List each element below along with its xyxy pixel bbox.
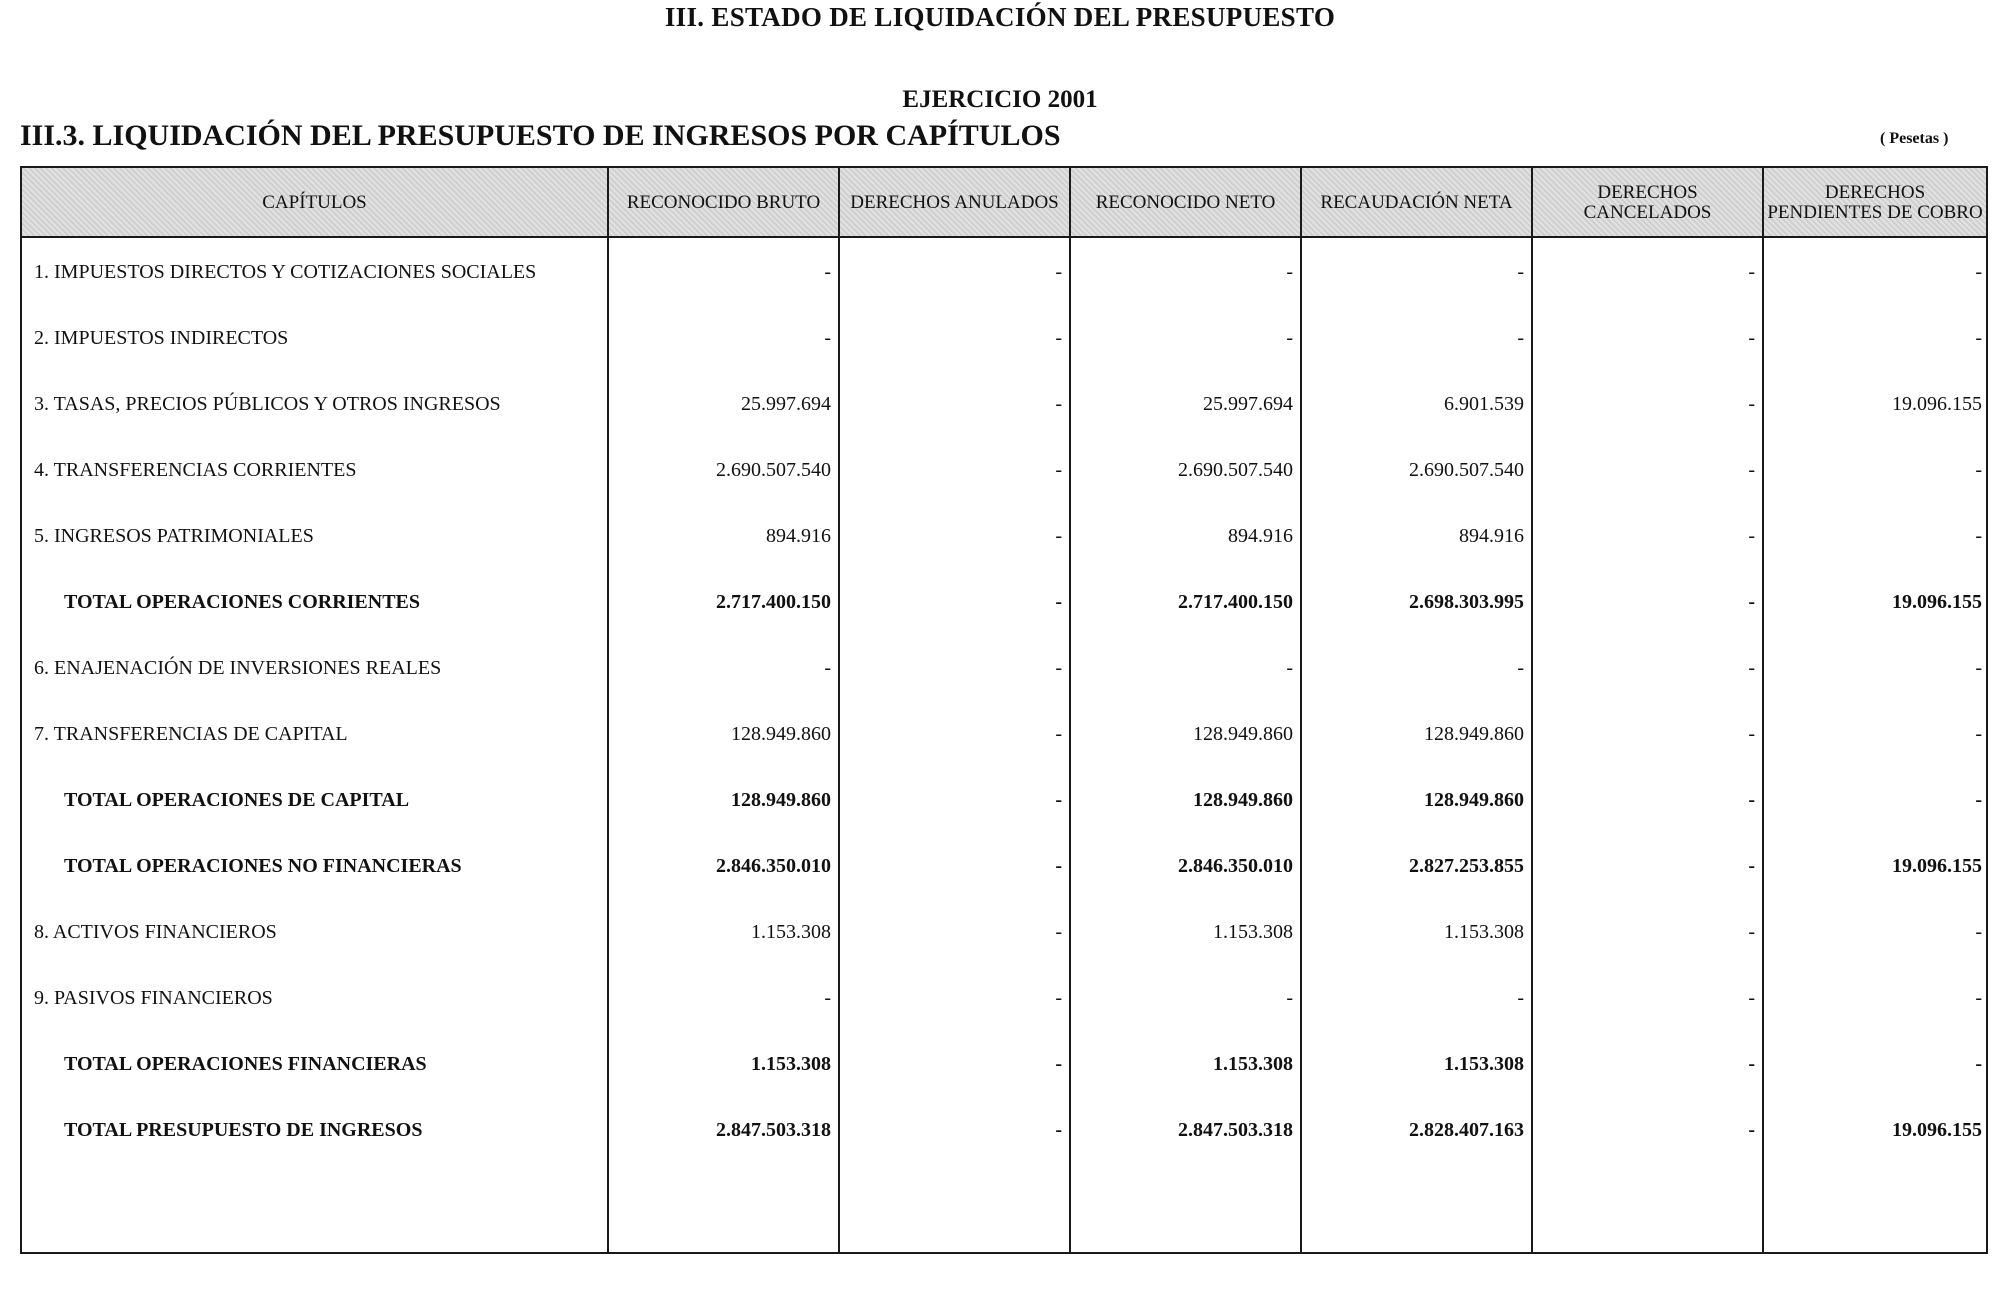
table-row: [22, 635, 1986, 701]
cell-derechos-pendientes: -: [1975, 921, 1982, 943]
table-row: [22, 965, 1986, 1031]
cell-derechos-pendientes: -: [1975, 1053, 1982, 1075]
cell-recaudacion-neta: 894.916: [1459, 525, 1524, 547]
cell-derechos-pendientes: -: [1975, 657, 1982, 679]
cell-reconocido-neto: -: [1286, 261, 1293, 283]
section-title: III.3. LIQUIDACIÓN DEL PRESUPUESTO DE INGRESOS POR CAPÍTULOS: [20, 119, 1061, 152]
cell-reconocido-neto: 128.949.860: [1193, 789, 1293, 811]
fiscal-year: EJERCICIO 2001: [902, 86, 1098, 113]
table-row: [22, 371, 1986, 437]
header-reconocido-neto: RECONOCIDO NETO: [1095, 192, 1276, 213]
cell-derechos-cancelados: -: [1748, 261, 1755, 283]
revenue-table: [20, 166, 1988, 1254]
cell-reconocido-neto: -: [1286, 987, 1293, 1009]
cell-derechos-pendientes: -: [1975, 327, 1982, 349]
cell-derechos-pendientes: -: [1975, 987, 1982, 1009]
row-label: 2. IMPUESTOS INDIRECTOS: [34, 327, 289, 349]
cell-derechos-pendientes: -: [1975, 723, 1982, 745]
row-label: 4. TRANSFERENCIAS CORRIENTES: [34, 459, 357, 481]
cell-reconocido-neto: 894.916: [1228, 525, 1293, 547]
cell-recaudacion-neta: 2.828.407.163: [1409, 1119, 1524, 1141]
cell-derechos-pendientes: -: [1975, 261, 1982, 283]
total-row: [22, 1097, 1986, 1163]
cell-derechos-cancelados: -: [1748, 1119, 1755, 1141]
total-row: [22, 1031, 1986, 1097]
cell-reconocido-bruto: 1.153.308: [751, 921, 831, 943]
row-label: 8. ACTIVOS FINANCIEROS: [34, 921, 277, 943]
table-header: [22, 168, 1986, 238]
cell-derechos-anulados: -: [1055, 591, 1062, 613]
cell-derechos-cancelados: -: [1748, 591, 1755, 613]
cell-reconocido-bruto: 2.846.350.010: [716, 855, 831, 877]
cell-derechos-anulados: -: [1055, 393, 1062, 415]
main-title: III. ESTADO DE LIQUIDACIÓN DEL PRESUPUESTO: [664, 2, 1336, 32]
total-row: [22, 833, 1986, 899]
cell-reconocido-bruto: 128.949.860: [731, 789, 831, 811]
header-capitulos: CAPÍTULOS: [262, 192, 367, 213]
cell-derechos-cancelados: -: [1748, 657, 1755, 679]
cell-derechos-anulados: -: [1055, 921, 1062, 943]
row-label: 5. INGRESOS PATRIMONIALES: [34, 525, 314, 547]
cell-derechos-cancelados: -: [1748, 723, 1755, 745]
cell-derechos-anulados: -: [1055, 987, 1062, 1009]
cell-reconocido-neto: 2.847.503.318: [1178, 1119, 1293, 1141]
cell-derechos-pendientes: -: [1975, 789, 1982, 811]
cell-reconocido-neto: 2.846.350.010: [1178, 855, 1293, 877]
header-recaudacion-neta: RECAUDACIÓN NETA: [1320, 192, 1513, 213]
cell-recaudacion-neta: 128.949.860: [1424, 723, 1524, 745]
cell-reconocido-bruto: 2.847.503.318: [716, 1119, 831, 1141]
cell-recaudacion-neta: 1.153.308: [1444, 1053, 1524, 1075]
cell-derechos-cancelados: -: [1748, 327, 1755, 349]
header-reconocido-bruto: RECONOCIDO BRUTO: [626, 192, 821, 213]
total-row: [22, 569, 1986, 635]
cell-derechos-anulados: -: [1055, 459, 1062, 481]
cell-reconocido-neto: 2.717.400.150: [1178, 591, 1293, 613]
table-row: [22, 503, 1986, 569]
cell-reconocido-bruto: 894.916: [766, 525, 831, 547]
cell-reconocido-bruto: -: [824, 657, 831, 679]
cell-recaudacion-neta: 2.690.507.540: [1409, 459, 1524, 481]
cell-reconocido-bruto: -: [824, 987, 831, 1009]
row-label: 6. ENAJENACIÓN DE INVERSIONES REALES: [34, 657, 442, 679]
header-derechos-anulados: DERECHOS ANULADOS: [850, 192, 1059, 213]
row-label: TOTAL OPERACIONES CORRIENTES: [64, 591, 421, 613]
cell-recaudacion-neta: 2.827.253.855: [1409, 855, 1524, 877]
cell-reconocido-neto: -: [1286, 327, 1293, 349]
cell-reconocido-neto: 25.997.694: [1203, 393, 1293, 415]
header-derechos-cancelados: DERECHOS CANCELADOS: [1583, 182, 1712, 223]
cell-reconocido-bruto: 2.717.400.150: [716, 591, 831, 613]
cell-derechos-pendientes: 19.096.155: [1892, 591, 1982, 613]
cell-reconocido-neto: 2.690.507.540: [1178, 459, 1293, 481]
cell-recaudacion-neta: 2.698.303.995: [1409, 591, 1524, 613]
row-label: 9. PASIVOS FINANCIEROS: [34, 987, 273, 1009]
cell-recaudacion-neta: -: [1517, 657, 1524, 679]
cell-derechos-anulados: -: [1055, 1119, 1062, 1141]
cell-derechos-cancelados: -: [1748, 987, 1755, 1009]
cell-reconocido-bruto: 1.153.308: [751, 1053, 831, 1075]
cell-recaudacion-neta: 1.153.308: [1444, 921, 1524, 943]
cell-recaudacion-neta: 128.949.860: [1424, 789, 1524, 811]
table-row: [22, 305, 1986, 371]
cell-reconocido-neto: 128.949.860: [1193, 723, 1293, 745]
row-label: TOTAL PRESUPUESTO DE INGRESOS: [64, 1119, 423, 1141]
cell-derechos-pendientes: -: [1975, 459, 1982, 481]
cell-derechos-anulados: -: [1055, 657, 1062, 679]
header-derechos-pendientes: DERECHOS PENDIENTES DE COBRO: [1767, 182, 1983, 223]
cell-derechos-anulados: -: [1055, 525, 1062, 547]
row-label: 7. TRANSFERENCIAS DE CAPITAL: [34, 723, 348, 745]
cell-derechos-anulados: -: [1055, 723, 1062, 745]
cell-reconocido-neto: 1.153.308: [1213, 1053, 1293, 1075]
cell-reconocido-bruto: -: [824, 261, 831, 283]
cell-derechos-pendientes: 19.096.155: [1892, 393, 1982, 415]
cell-reconocido-neto: 1.153.308: [1213, 921, 1293, 943]
cell-derechos-pendientes: -: [1975, 525, 1982, 547]
cell-reconocido-bruto: -: [824, 327, 831, 349]
table-row: [22, 701, 1986, 767]
cell-derechos-cancelados: -: [1748, 789, 1755, 811]
cell-derechos-cancelados: -: [1748, 921, 1755, 943]
table-row: [22, 239, 1986, 305]
cell-derechos-cancelados: -: [1748, 459, 1755, 481]
cell-recaudacion-neta: -: [1517, 327, 1524, 349]
total-row: [22, 767, 1986, 833]
cell-derechos-anulados: -: [1055, 261, 1062, 283]
cell-derechos-pendientes: 19.096.155: [1892, 1119, 1982, 1141]
currency-note: ( Pesetas ): [1880, 130, 1949, 147]
row-label: 1. IMPUESTOS DIRECTOS Y COTIZACIONES SOCIALES: [34, 261, 537, 283]
cell-reconocido-bruto: 128.949.860: [731, 723, 831, 745]
row-label: TOTAL OPERACIONES FINANCIERAS: [64, 1053, 427, 1075]
cell-derechos-anulados: -: [1055, 855, 1062, 877]
table-row: [22, 437, 1986, 503]
row-label: TOTAL OPERACIONES NO FINANCIERAS: [64, 855, 462, 877]
cell-derechos-anulados: -: [1055, 1053, 1062, 1075]
cell-derechos-cancelados: -: [1748, 525, 1755, 547]
cell-recaudacion-neta: 6.901.539: [1444, 393, 1524, 415]
row-label: TOTAL OPERACIONES DE CAPITAL: [64, 789, 410, 811]
cell-derechos-cancelados: -: [1748, 855, 1755, 877]
cell-derechos-pendientes: 19.096.155: [1892, 855, 1982, 877]
cell-reconocido-bruto: 25.997.694: [741, 393, 831, 415]
cell-recaudacion-neta: -: [1517, 261, 1524, 283]
row-label: 3. TASAS, PRECIOS PÚBLICOS Y OTROS INGRESOS: [34, 393, 501, 415]
cell-reconocido-neto: -: [1286, 657, 1293, 679]
cell-derechos-anulados: -: [1055, 327, 1062, 349]
table-row: [22, 899, 1986, 965]
cell-recaudacion-neta: -: [1517, 987, 1524, 1009]
cell-derechos-cancelados: -: [1748, 1053, 1755, 1075]
cell-reconocido-bruto: 2.690.507.540: [716, 459, 831, 481]
cell-derechos-anulados: -: [1055, 789, 1062, 811]
cell-derechos-cancelados: -: [1748, 393, 1755, 415]
